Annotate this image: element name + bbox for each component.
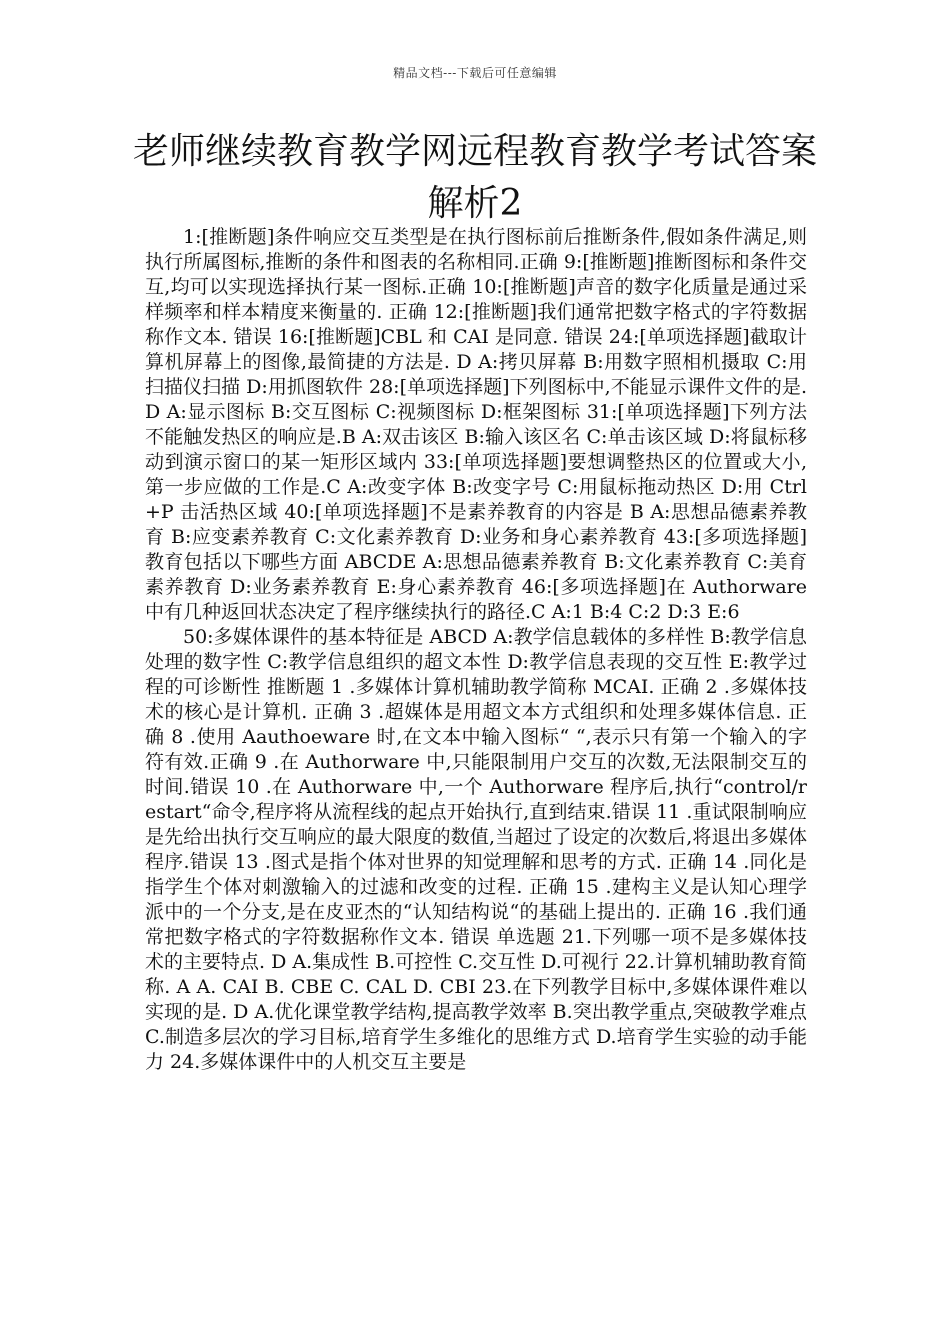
document-title: 老师继续教育教学网远程教育教学考试答案解析2 <box>132 131 817 224</box>
header-note: 精品文档---下载后可任意编辑 <box>393 66 557 80</box>
paragraph-2: 50:多媒体课件的基本特征是 ABCD A:教学信息载体的多样性 B:教学信息处理的数字性 C:教学信息组织的超文本性 D:教学信息表现的交互性 E:教学过程的可诊断性 推断题 1 .多媒体计算机辅助教学简称 MCAI. 正确 2 .多媒体技术的核心是计算机. 正确 3 .超媒体是用超文本方式组织和处理多媒体信息. 正确 8 .使用 Aauthoeware 时,在文本中输入图标“ “,表示只有第一个输入的字符有效.正确 9 .在 Authorware 中,只能限制用户交互的次数,无法限制交互的时间.错误 10 .在 Authorware 中,一个 Authorware 程序后,执行“control/restart“命令,程序将从流程线的起点开始执行,直到结束.错误 11 .重试限制响应是先给出执行交互响应的最大限度的数值,当超过了设定的次数后,将退出多媒体程序.错误 13 .图式是指个体对世界的知觉理解和思考的方式. 正确 14 .同化是指学生个体对刺激输入的过滤和改变的过程. 正确 15 .建构主义是认知心理学派中的一个分支,是在皮亚杰的“认知结构说“的基础上提出的. 正确 16 .我们通常把数字格式的字符数据称作文本. 错误 单选题 21.下列哪一项不是多媒体技术的主要特点. D A.集成性 B.可控性 C.交互性 D.可视行 22.计算机辅助教育简称. A A. CAI B. CBE C. CAL D. CBI 23.在下列教学目标中,多媒体课件难以实现的是. D A.优化课堂教学结构,提高教学效率 B.突出教学重点,突破教学难点 C.制造多层次的学习目标,培育学生多维化的思维方式 D.培育学生实验的动手能力 24.多媒体课件中的人机交互主要是 <box>145 626 807 1073</box>
document-body <box>145 225 807 1075</box>
paragraph-1: 1:[推断题]条件响应交互类型是在执行图标前后推断条件,假如条件满足,则执行所属图标,推断的条件和图表的名称相同.正确 9:[推断题]推断图标和条件交互,均可以实现选择执行某一图标.正确 10:[推断题]声音的数字化质量是通过采样频率和样本精度来衡量的. 正确 12:[推断题]我们通常把数字格式的字符数据称作文本. 错误 16:[推断题]CBL 和 CAI 是同意. 错误 24:[单项选择题]截取计算机屏幕上的图像,最简捷的方法是. D A:拷贝屏幕 B:用数字照相机摄取 C:用扫描仪扫描 D:用抓图软件 28:[单项选择题]下列图标中,不能显示课件文件的是.D A:显示图标 B:交互图标 C:视频图标 D:框架图标 31:[单项选择题]下列方法不能触发热区的响应是.B A:双击该区 B:输入该区名 C:单击该区域 D:将鼠标移动到演示窗口的某一矩形区域内 33:[单项选择题]要想调整热区的位置或大小,第一步应做的工作是.C A:改变字体 B:改变字号 C:用鼠标拖动热区 D:用 Ctrl+P 击活热区域 40:[单项选择题]不是素养教育的内容是 B A:思想品德素养教育 B:应变素养教育 C:文化素养教育 D:业务和身心素养教育 43:[多项选择题]教育包括以下哪些方面 ABCDE A:思想品德素养教育 B:文化素养教育 C:美育素养教育 D:业务素养教育 E:身心素养教育 46:[多项选择题]在 Authorware 中有几种返回状态决定了程序继续执行的路径.C A:1 B:4 C:2 D:3 E:6 <box>145 226 807 623</box>
